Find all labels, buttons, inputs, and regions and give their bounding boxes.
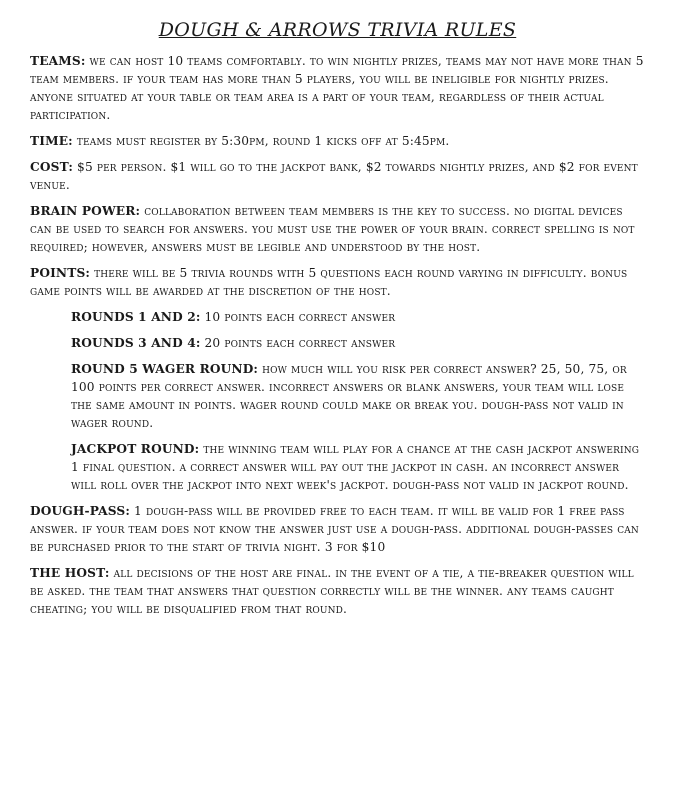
subrule-jackpot-round bbox=[71, 440, 645, 494]
rule-text: the winning team will play for a chance at the cash jackpot answering 1 final question. a correct answer will pay out the jackpot in cash. an incorrect answer will roll over the jackpot into next week's jackpot. dough-pass not valid in jackpot round. bbox=[71, 442, 640, 492]
rule-text: how much will you risk per correct answer? 25, 50, 75, or 100 points per correct answer. incorrect answers or blank answers, your team will lose the same amount in points. wager round could make or break you. dough-pass not valid in wager round. bbox=[71, 362, 627, 430]
rule-label: ROUNDS 1 AND 2: bbox=[71, 310, 201, 324]
subrule-rounds-1-2 bbox=[71, 308, 645, 326]
rule-text: 20 points each correct answer bbox=[204, 336, 396, 350]
subrule-wager-round bbox=[71, 360, 645, 432]
rule-text: collaboration between team members is the key to success. no digital devices can be used to search for answers. you must use the power of your brain. correct spelling is not required; however, answers must be legible and understood by the host. bbox=[30, 204, 635, 254]
rule-text: all decisions of the host are final. in the event of a tie, a tie-breaker question will be asked. the team that answers that question correctly will be the winner. any teams caught cheating; you will be disqualified from that round. bbox=[30, 566, 634, 616]
rule-text: there will be 5 trivia rounds with 5 questions each round varying in difficulty. bonus game points will be awarded at the discretion of the host. bbox=[30, 266, 628, 298]
rule-label: JACKPOT ROUND: bbox=[71, 442, 200, 456]
rule-teams bbox=[30, 52, 645, 124]
rule-text: 10 points each correct answer bbox=[204, 310, 396, 324]
subrule-rounds-3-4 bbox=[71, 334, 645, 352]
rule-text: we can host 10 teams comfortably. to win nightly prizes, teams may not have more than 5 team members. if your team has more than 5 players, you will be ineligible for nightly prizes. anyone situated at your table or team area is a part of your team, regardless of their actual participation. bbox=[30, 54, 644, 122]
rule-label: TIME: bbox=[30, 134, 73, 148]
rule-label: ROUNDS 3 AND 4: bbox=[71, 336, 201, 350]
rule-label: DOUGH-PASS: bbox=[30, 504, 131, 518]
rule-brain-power bbox=[30, 202, 645, 256]
document-title: DOUGH & ARROWS TRIVIA RULES bbox=[158, 19, 517, 41]
rule-label: THE HOST: bbox=[30, 566, 110, 580]
rule-label: COST: bbox=[30, 160, 74, 174]
rule-time bbox=[30, 132, 645, 150]
rule-dough-pass bbox=[30, 502, 645, 556]
rule-label: TEAMS: bbox=[30, 54, 86, 68]
rule-label: ROUND 5 WAGER ROUND: bbox=[71, 362, 259, 376]
rule-points bbox=[30, 264, 645, 300]
rule-cost bbox=[30, 158, 645, 194]
rule-text: $5 per person. $1 will go to the jackpot bank, $2 towards nightly prizes, and $2 for event venue. bbox=[30, 160, 638, 192]
rule-the-host bbox=[30, 564, 645, 618]
rule-label: BRAIN POWER: bbox=[30, 204, 141, 218]
rule-text: 1 dough-pass will be provided free to each team. it will be valid for 1 free pass answer. if your team does not know the answer just use a dough-pass. additional dough-passes can be purchased prior to the start of trivia night. 3 for $10 bbox=[30, 504, 639, 554]
rule-label: POINTS: bbox=[30, 266, 91, 280]
rule-text: teams must register by 5:30pm, round 1 kicks off at 5:45pm. bbox=[76, 134, 450, 148]
